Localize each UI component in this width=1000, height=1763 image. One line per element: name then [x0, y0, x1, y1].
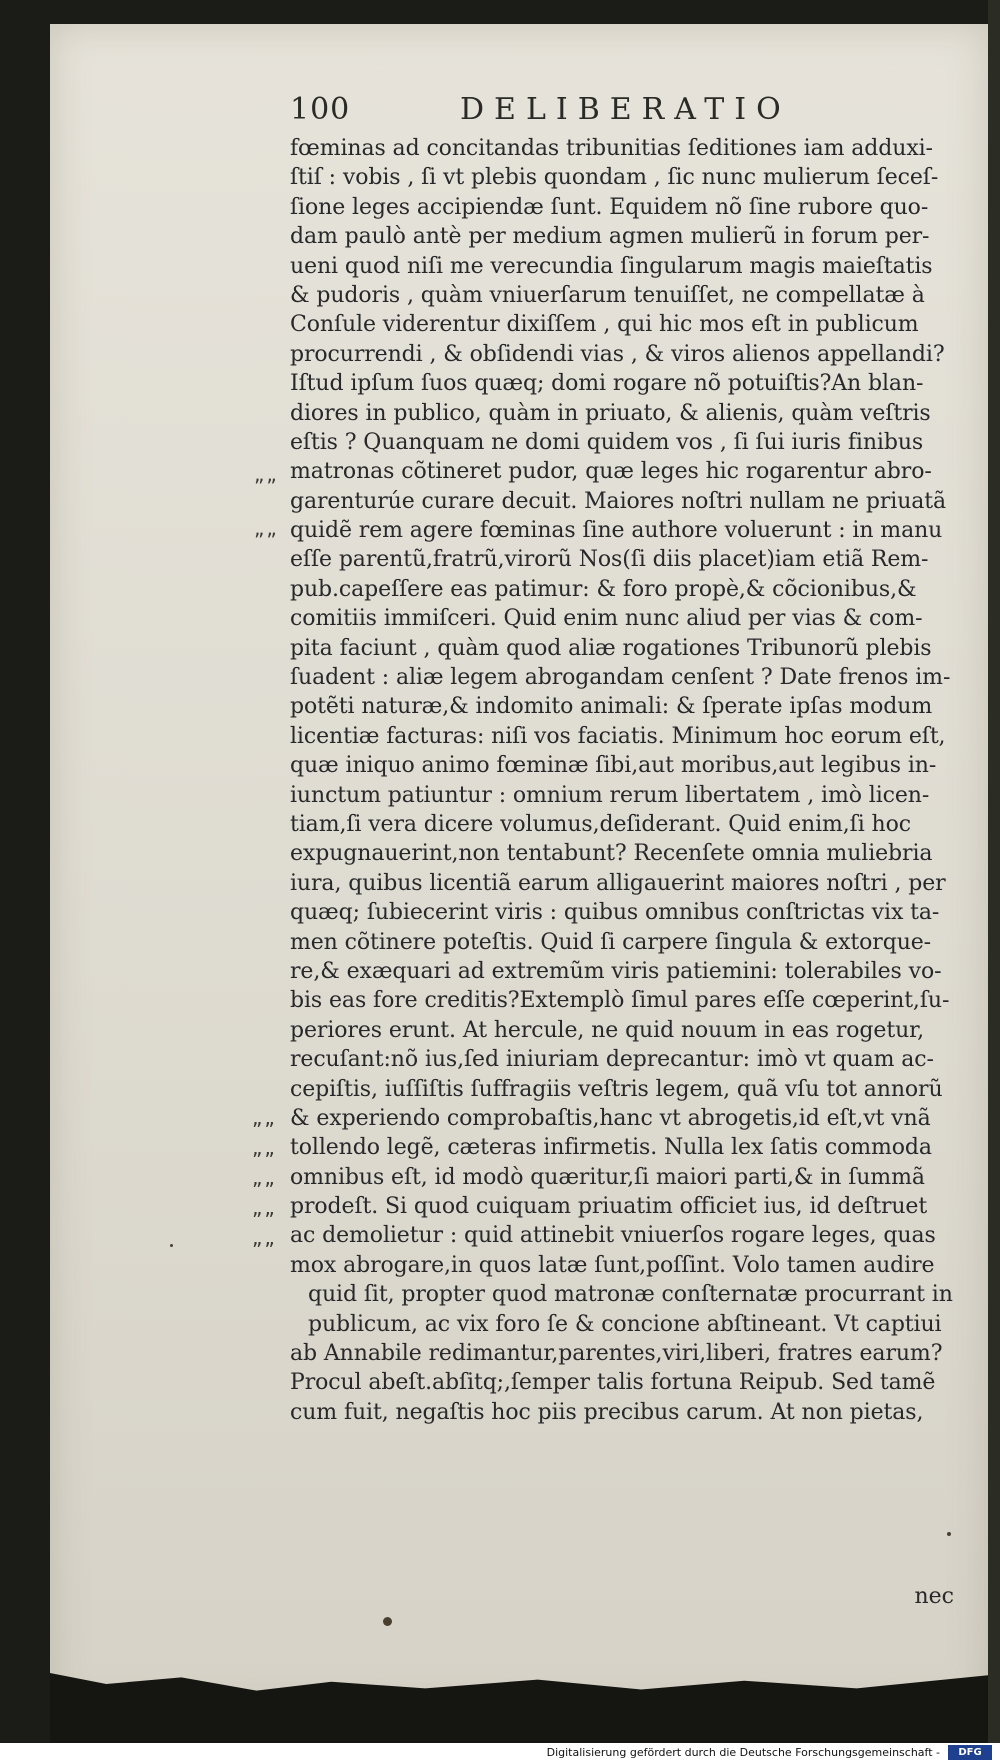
text-line: re,& exæquari ad extremũm viris patiemini: tolerabiles vo- — [290, 958, 942, 984]
paper-stain — [947, 1532, 951, 1536]
text-line: quidẽ rem agere fœminas ſine authore voluerunt : in manu — [290, 518, 943, 544]
text-line: bis eas fore creditis?Extemplò ſimul pares eſſe cœperint,ſu- — [290, 988, 950, 1014]
text-line: quæ iniquo animo fœminæ ſibi,aut moribus,aut legibus in- — [290, 753, 937, 779]
text-line: dam paulò antè per medium agmen mulierũ in forum per- — [290, 224, 930, 250]
running-head: DELIBERATIO — [460, 92, 791, 127]
paper-stain — [383, 1617, 392, 1626]
dfg-logo-icon: DFG — [948, 1745, 992, 1760]
margin-mark: „„ — [254, 516, 279, 540]
text-line: pub.capeſſere eas patimur: & foro propè,& cõcionibus,& — [290, 576, 917, 602]
text-line: Conſule viderentur dixiſſem , qui hic mos eſt in publicum — [290, 312, 919, 338]
text-line: pita faciunt , quàm quod aliæ rogationes Tribunorũ plebis — [290, 635, 932, 661]
text-line: fœminas ad concitandas tribunitias ſeditiones iam adduxi- — [290, 136, 933, 161]
text-line: quæq; ſubiecerint viris : quibus omnibus conſtrictas vix ta- — [290, 900, 940, 926]
text-line: tiam,ſi vera dicere volumus,deſiderant. Quid enim,ſi hoc — [290, 811, 911, 837]
book-spine — [988, 0, 1000, 1763]
text-line: tollendo legẽ, cæteras infirmetis. Nulla lex ſatis commoda — [290, 1135, 932, 1161]
text-line: cepiſtis, iuſſiſtis ſuffragiis veſtris legem, quã vſu tot annorũ — [290, 1076, 943, 1102]
text-line: omnibus eſt, id modò quæritur,ſi maiori parti,& in ſummã — [290, 1164, 925, 1190]
text-line: expugnauerint,non tentabunt? Recenſete omnia muliebria — [290, 841, 933, 867]
margin-mark: ”” — [252, 1118, 277, 1142]
text-line: eſſe parentũ,fratrũ,virorũ Nos(ſi diis placet)iam etiã Rem- — [290, 547, 929, 573]
text-line: ab Annabile redimantur,parentes,viri,liberi, fratres earum? — [290, 1341, 943, 1367]
text-line: cum fuit, negaſtis hoc piis precibus carum. At non pietas, — [290, 1399, 924, 1425]
body-text — [290, 134, 976, 1609]
text-line: prodeſt. Si quod cuiquam priuatim officiet ius, id deſtruet — [290, 1194, 928, 1220]
margin-mark: „„ — [254, 462, 279, 486]
margin-mark: ”” — [252, 1238, 277, 1262]
text-line: licentiæ facturas: niſi vos faciatis. Minimum hoc eorum eſt, — [290, 723, 946, 749]
text-line: comitiis immiſceri. Quid enim nunc aliud per vias & com- — [290, 606, 923, 632]
text-line: ſtiſ : vobis , ſi vt plebis quondam , ſic nunc mulierum ſeceſ- — [290, 165, 939, 191]
text-line: publicum, ac vix foro ſe & concione abſtineant. Vt captiui — [308, 1311, 942, 1337]
catchword: nec — [914, 1584, 954, 1609]
margin-mark: ”” — [252, 1148, 277, 1172]
page-number: 100 — [290, 92, 351, 127]
text-line: procurrendi , & obſidendi vias , & viros alienos appellandi? — [290, 341, 945, 367]
text-line: men cõtinere poteſtis. Quid ſi carpere ſingula & extorque- — [290, 929, 932, 955]
text-line: mox abrogare,in quos latæ ſunt,poſſint. Volo tamen audire — [290, 1252, 935, 1278]
text-line: iunctum patiuntur : omnium rerum libertatem , imò licen- — [290, 782, 930, 808]
text-line: eſtis ? Quanquam ne domi quidem vos , ſi ſui iuris finibus — [290, 429, 924, 455]
text-line: & pudoris , quàm vniuerſarum tenuiſſet, ne compellatæ à — [290, 282, 925, 308]
text-line: & experiendo comprobaſtis,hanc vt abrogetis,id eſt,vt vnã — [290, 1105, 931, 1131]
text-line: ueni quod niſi me verecundia ſingularum magis maieſtatis — [290, 253, 933, 279]
text-line: recuſant:nõ ius,ſed iniuriam deprecantur: imò vt quam ac- — [290, 1047, 934, 1073]
text-line: garenturúe curare decuit. Maiores noſtri nullam ne priuatã — [290, 488, 947, 514]
text-line: diores in publico, quàm in priuato, & alienis, quàm veſtris — [290, 400, 931, 426]
text-line: Iſtud ipſum ſuos quæq; domi rogare nõ potuiſtis?An blan- — [290, 371, 924, 397]
paper-stain — [170, 1244, 173, 1247]
text-line: ſuadent : aliæ legem abrogandam cenſent ? Date frenos im- — [290, 665, 951, 691]
text-line: potẽti naturæ,& indomito animali: & ſperate ipſas modum — [290, 694, 933, 720]
page-header — [290, 92, 970, 132]
text-line: Procul abeſt.abſitq;,ſemper talis fortuna Reipub. Sed tamẽ — [290, 1370, 936, 1396]
text-line: iura, quibus licentiã earum alligauerint maiores noſtri , per — [290, 870, 946, 896]
margin-mark: ”” — [252, 1208, 277, 1232]
funding-notice: Digitalisierung gefördert durch die Deutsche Forschungsgemeinschaft - — [546, 1746, 940, 1759]
text-line: matronas cõtineret pudor, quæ leges hic rogarentur abro- — [290, 459, 932, 485]
text-line: ſione leges accipiendæ ſunt. Equidem nõ ſine rubore quo- — [290, 194, 929, 220]
margin-mark: ”” — [252, 1178, 277, 1202]
text-line: ac demolietur : quid attinebit vniuerſos rogare leges, quas — [290, 1223, 936, 1249]
text-line: quid ſit, propter quod matronæ conſternatæ procurrant in — [308, 1282, 953, 1308]
text-line: periores erunt. At hercule, ne quid nouum in eas rogetur, — [290, 1017, 925, 1043]
